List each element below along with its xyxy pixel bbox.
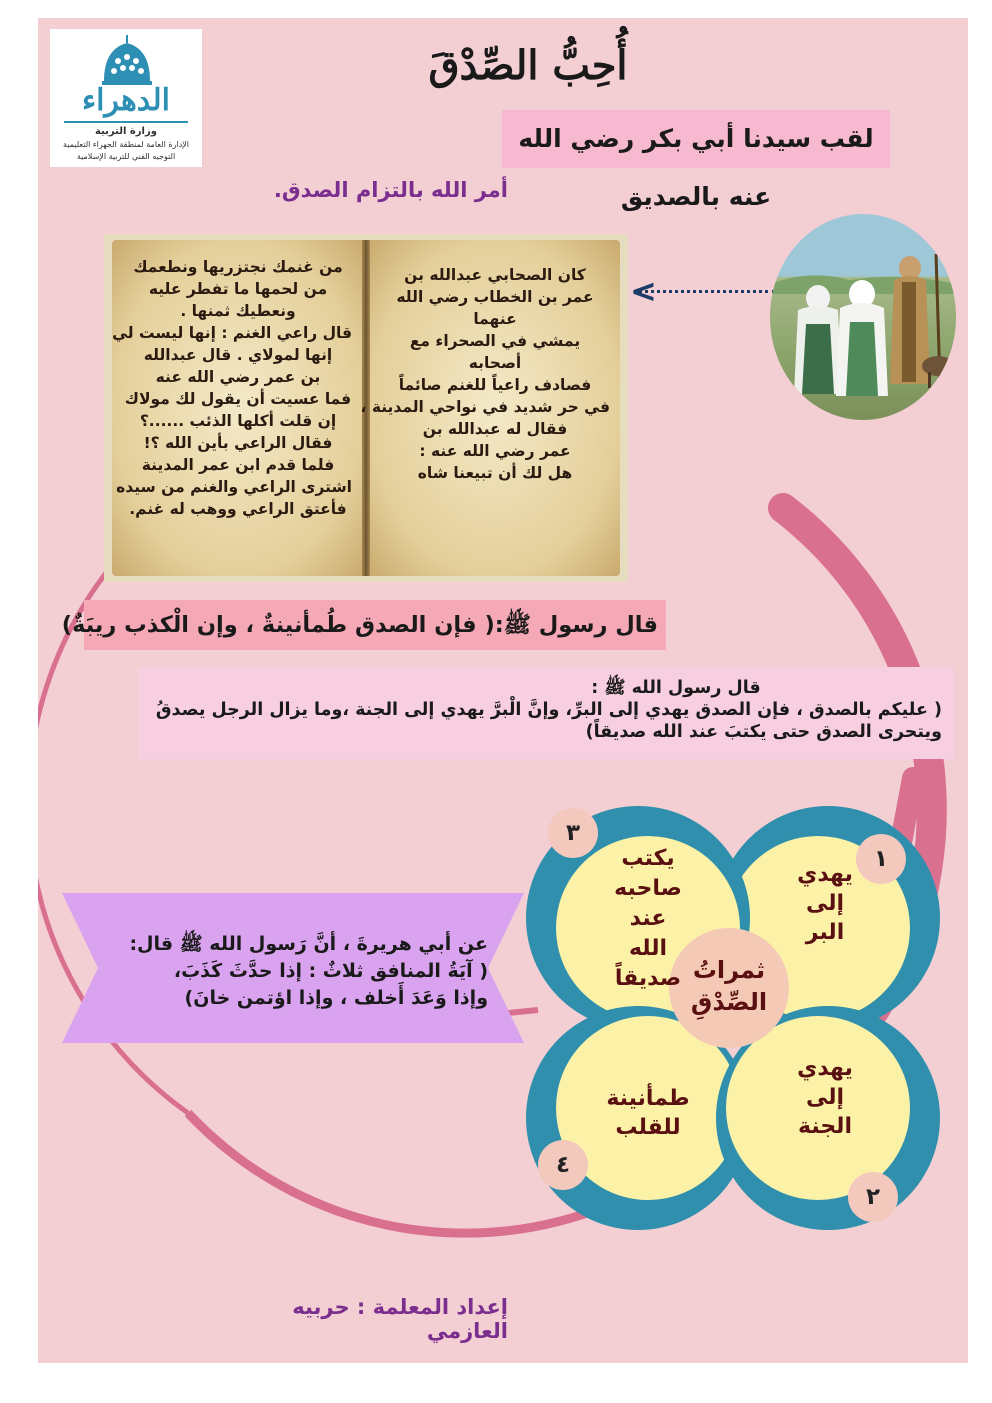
fruit-line: الله [628,936,668,961]
arrow-head-icon: < [630,272,657,310]
story-line: ونعطيك ثمنها . [180,302,296,320]
fruit-number-badge: ١ [856,834,906,884]
fruit-line: يهدي [797,862,853,887]
fruit-guides-to-paradise [770,1054,880,1141]
story-line: عمر رضي الله عنه : [419,442,571,460]
story-line: بن عمر رضي الله عنه [155,368,321,386]
logo-directorate: الإدارة العامة لمنطقة الجهراء التعليمية [63,140,189,149]
ribbon-line: ( آيَةُ المنافق ثلاثٌ : إذا حدَّثَ كَذَبَ، [173,960,488,982]
fruit-line: إلى [805,891,845,916]
story-line: يمشي في الصحراء مع [409,332,581,350]
worksheet-page [38,18,968,1363]
fruit-peace-of-heart [588,1084,708,1142]
story-illustration [770,214,956,420]
fruit-line: عند [629,906,667,931]
story-line: عمر بن الخطاب رضي الله [396,288,594,306]
dome-icon [96,35,158,87]
fruit-written-truthful [588,844,708,994]
fruit-line: طمأنينة [606,1086,690,1111]
story-text-right [360,264,610,484]
fruit-line: صاحبه [614,876,682,901]
fruit-number-badge: ٢ [848,1172,898,1222]
ribbon-line: وإذا وَعَدَ أَخلف ، وإذا اؤتمن خانَ) [184,987,488,1009]
fruit-line: يكتب [621,846,675,871]
story-line: من غنمك نجتزريها ونطعمك [133,258,343,276]
command-heading: أمر الله بالتزام الصدق. [273,178,508,202]
hadith-intro: قال رسول الله ﷺ : [591,678,761,698]
fruit-number-badge: ٣ [548,808,598,858]
person-figure [794,285,842,394]
story-text-left [112,256,352,520]
story-line: إن قلت أكلها الذئب ......؟ [139,412,337,430]
story-line: هل لك أن تبيعنا شاه [417,464,573,482]
dotted-arrow-line [638,290,776,293]
story-line: أصحابه [468,354,522,372]
story-line: فما عسيت أن يقول لك مولاك [124,390,352,408]
logo-divider [64,121,188,123]
hadith-line: ويتحرى الصدق حتى يكتبَ عند الله صديقاً) [585,722,942,742]
story-line: فلما قدم ابن عمر المدينة [141,456,335,474]
hadith-truth-banner: قال رسول ﷺ:( فإن الصدق طُمأنينةٌ ، وإن الْكذب ريبَةٌ) [84,600,666,650]
fruit-line: إلى [805,1085,845,1110]
logo-name: الدهراء [81,83,171,118]
person-figure [836,280,888,396]
fruit-line: الجنة [798,1114,852,1139]
hadith-line: ( عليكم بالصدق ، فإن الصدق يهدي إلى البرِّ، وإنَّ الْبرَّ يهدي إلى الجنة ،وما يزال الرجل يصدقُ [155,700,942,720]
fruit-line: صديقاً [614,966,682,991]
logo-department: التوجيه الفني للتربية الإسلامية [76,152,176,161]
prepared-by: إعداد المعلمة : حربيه العازمي [292,1295,508,1343]
story-line: من لحمها ما تفطر عليه [148,280,328,298]
fruit-line: البر [805,920,845,945]
story-line: فقال الراعي بأين الله ؟! [143,434,333,452]
page-title: أُحِبُّ الصِّدْقَ [428,42,628,89]
logo-ministry: وزارة التربية [95,126,157,137]
hadith-truth-box [138,667,954,759]
ribbon-line: عن أبي هريرةَ ، أنَّ رَسول الله ﷺ قال: [129,933,488,955]
fruit-number-badge: ٤ [538,1140,588,1190]
fruits-title-line: ثمراتُ [692,956,766,984]
hypocrite-hadith [108,931,488,1012]
story-line: اشترى الراعي والغنم من سيده [116,478,352,496]
subtitle-banner: لقب سيدنا أبي بكر رضي الله عنه بالصديق [502,110,890,168]
ministry-logo [50,29,202,167]
fruit-line: للقلب [615,1115,681,1140]
story-line: كان الصحابي عبدالله بن [404,266,586,284]
story-line: فأعتق الراعي ووهب له غنم. [129,500,347,518]
fruit-line: يهدي [797,1056,853,1081]
fruits-title-line: الصِّدْقِ [690,988,768,1016]
story-line: قال راعي الغنم : إنها ليست لي [112,324,352,342]
story-book [104,234,628,582]
story-line: فصادف راعياً للغنم صائماً [398,376,592,394]
story-line: فقال له عبدالله بن [422,420,568,438]
story-line: عنهما [473,310,517,328]
story-line: إنها لمولاي . قال عبدالله [143,346,333,364]
story-line: في حر شديد في نواحي المدينة ، [360,398,610,416]
